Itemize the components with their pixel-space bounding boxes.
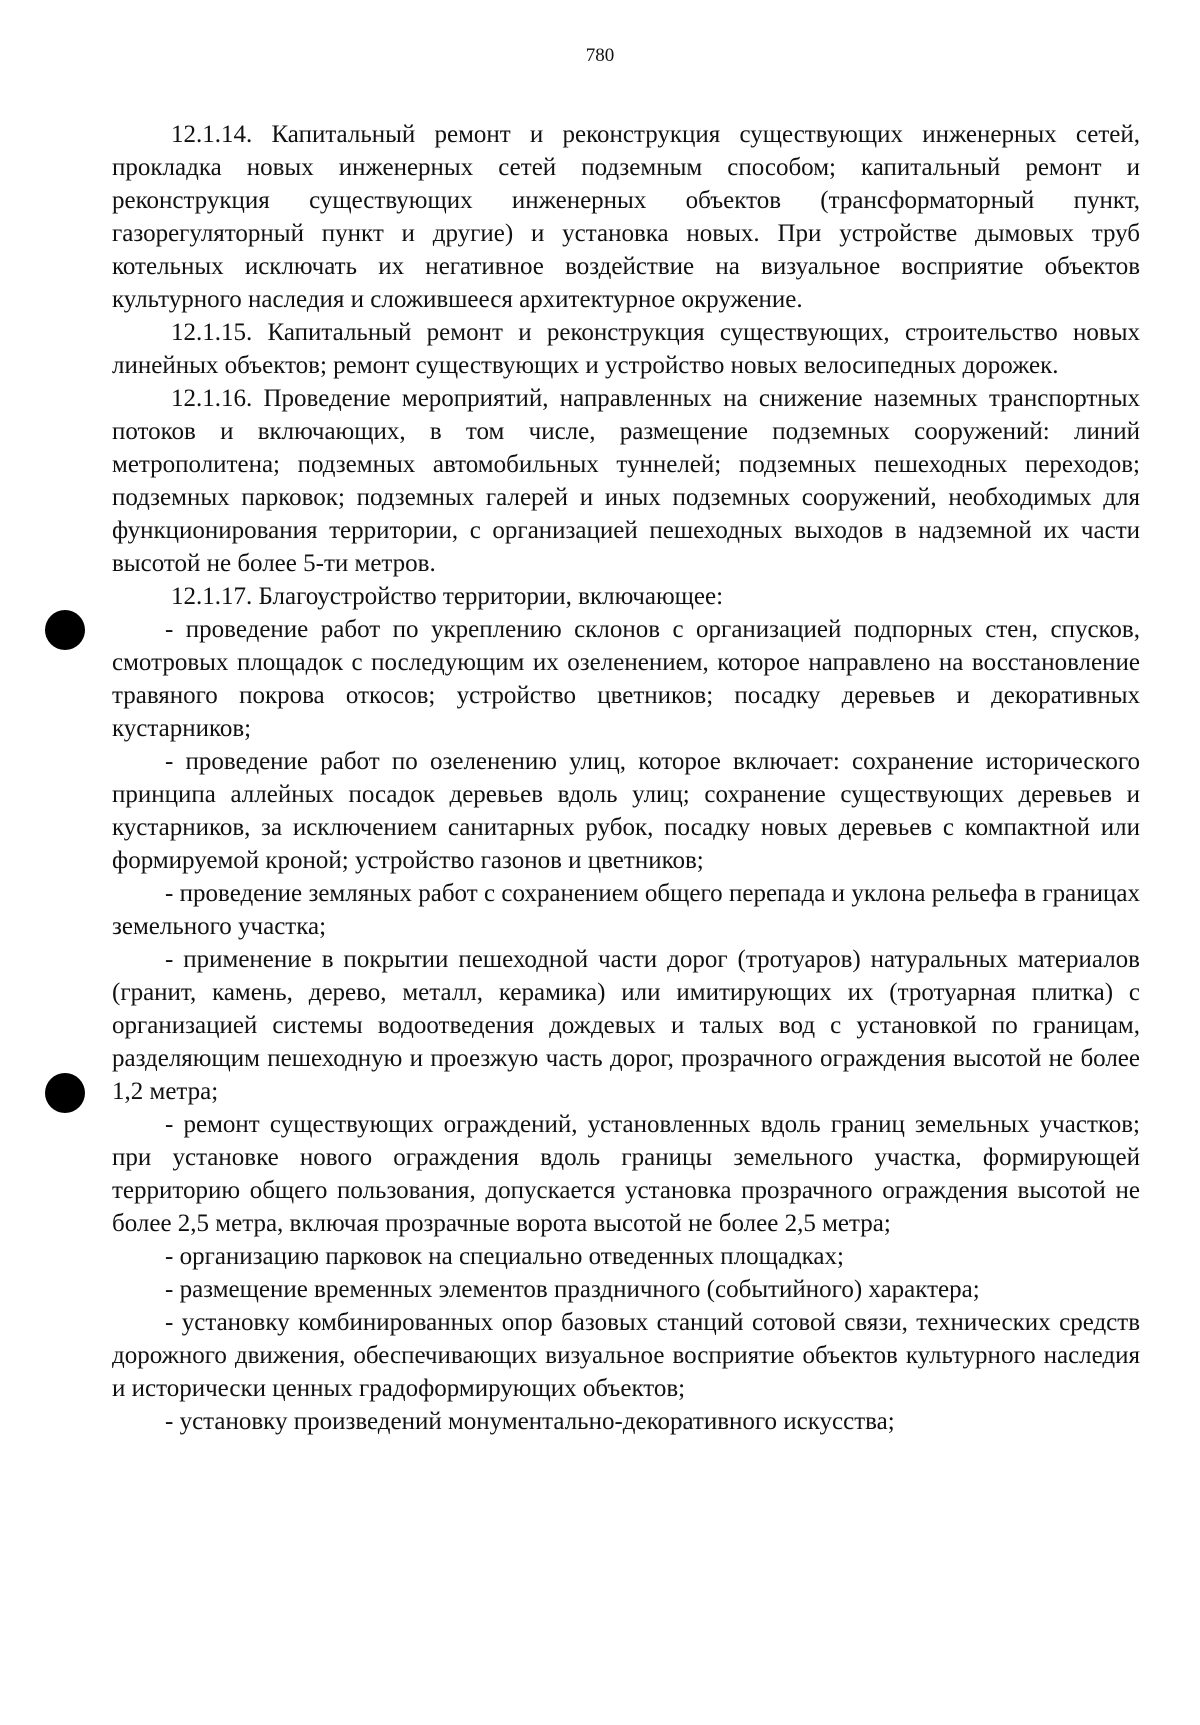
list-item-greening: - проведение работ по озеленению улиц, которое включает: сохранение исторического принципа аллейных посадок деревьев вдоль улиц; сохранение существующих деревьев и кустарников, за исключением санитарных рубок, посадку новых деревьев с компактной или формируемой кроной; устройство газонов и цветников;	[112, 748, 1140, 874]
document-body	[112, 118, 1140, 1438]
list-item-parking: - организацию парковок на специально отведенных площадках;	[165, 1243, 844, 1270]
list-item-slopes: - проведение работ по укреплению склонов с организацией подпорных стен, спусков, смотровых площадок с последующим их озеленением, которое направлено на восстановление травяного покрова откосов; устройство цветников; посадку деревьев и декоративных кустарников;	[112, 616, 1140, 742]
clause-12-1-14: 12.1.14. Капитальный ремонт и реконструкция существующих инженерных сетей, прокладка новых инженерных сетей подземным способом; капитальный ремонт и реконструкция существующих инженерных объектов (трансформаторный пункт, газорегуляторный пункт и другие) и установка новых. При устройстве дымовых труб котельных исключать их негативное воздействие на визуальное восприятие объектов культурного наследия и сложившееся архитектурное окружение.	[112, 121, 1140, 313]
clause-12-1-16: 12.1.16. Проведение мероприятий, направленных на снижение наземных транспортных потоков и включающих, в том числе, размещение подземных сооружений: линий метрополитена; подземных автомобильных туннелей; подземных пешеходных переходов; подземных парковок; подземных галерей и иных подземных сооружений, необходимых для функционирования территории, с организацией пешеходных выходов в надземной их части высотой не более 5-ти метров.	[112, 385, 1140, 577]
list-item-paving: - применение в покрытии пешеходной части дорог (тротуаров) натуральных материалов (гранит, камень, дерево, металл, керамика) или имитирующих их (тротуарная плитка) с организацией системы водоотведения дождевых и талых вод с установкой по границам, разделяющим пешеходную и проезжую часть дорог, прозрачного ограждения высотой не более 1,2 метра;	[112, 946, 1140, 1105]
punch-hole-mark	[45, 1073, 85, 1113]
list-item-cell-towers: - установку комбинированных опор базовых станций сотовой связи, технических средств дорожного движения, обеспечивающих визуальное восприятие объектов культурного наследия и исторически ценных градоформирующих объектов;	[112, 1309, 1140, 1402]
clause-12-1-17: 12.1.17. Благоустройство территории, включающее:	[171, 583, 724, 610]
list-item-festive: - размещение временных элементов праздничного (событийного) характера;	[165, 1276, 980, 1303]
list-item-fencing: - ремонт существующих ограждений, установленных вдоль границ земельных участков; при установке нового ограждения вдоль границы земельного участка, формирующей территорию общего пользования, допускается установка прозрачного ограждения высотой не более 2,5 метра, включая прозрачные ворота высотой не более 2,5 метра;	[112, 1111, 1140, 1237]
clause-12-1-15: 12.1.15. Капитальный ремонт и реконструкция существующих, строительство новых линейных объектов; ремонт существующих и устройство новых велосипедных дорожек.	[112, 319, 1140, 379]
list-item-earthworks: - проведение земляных работ с сохранением общего перепада и уклона рельефа в границах земельного участка;	[112, 880, 1140, 940]
list-item-monumental-art: - установку произведений монументально-декоративного искусства;	[165, 1408, 895, 1435]
punch-hole-mark	[45, 610, 85, 650]
page-number: 780	[585, 45, 615, 66]
